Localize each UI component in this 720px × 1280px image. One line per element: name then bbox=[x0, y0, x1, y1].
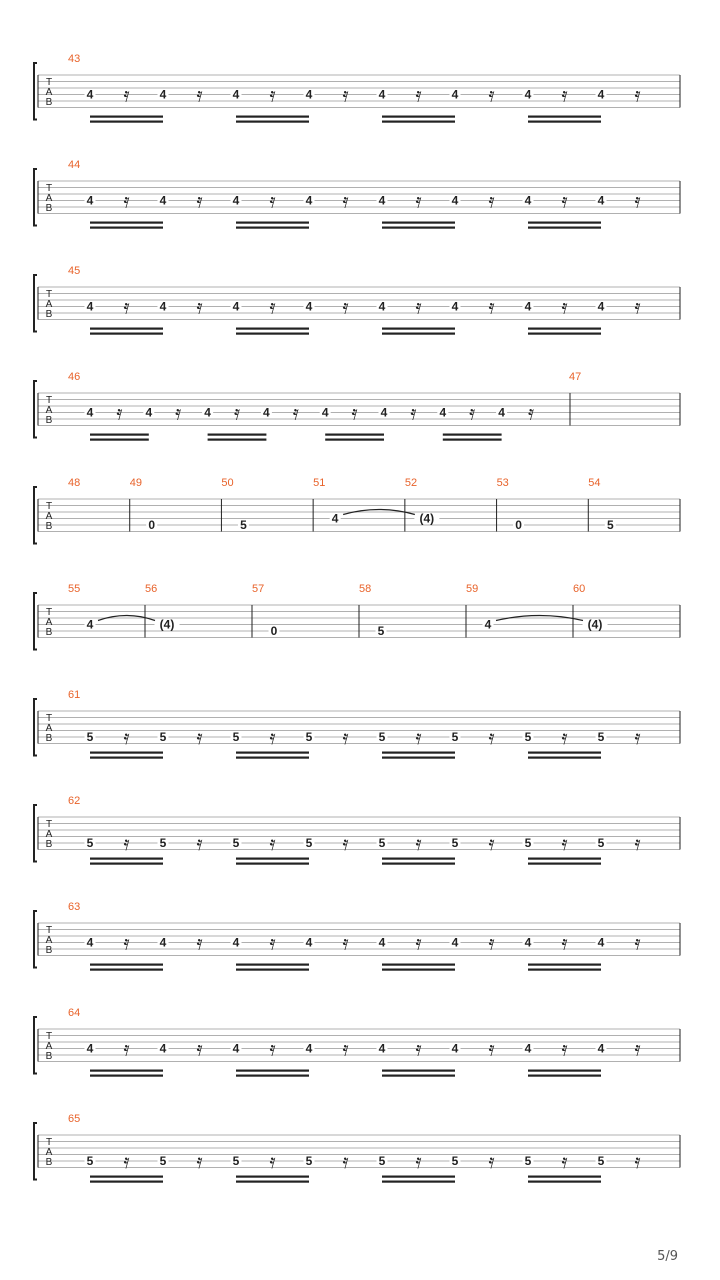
beam bbox=[528, 222, 601, 224]
sixteenth-rest: 𝄿 bbox=[488, 1151, 495, 1173]
fret-number: 5 bbox=[377, 624, 385, 638]
sixteenth-rest: 𝄿 bbox=[196, 190, 203, 213]
sixteenth-rest: 𝄿 bbox=[196, 296, 203, 319]
fret-number: 5 bbox=[159, 730, 167, 744]
beam bbox=[236, 227, 309, 229]
sixteenth-rest: 𝄿 bbox=[342, 727, 349, 749]
fret-number: 4 bbox=[159, 299, 167, 314]
tab-clef-letter: B bbox=[45, 627, 53, 638]
beam bbox=[90, 434, 149, 436]
measure-number: 64 bbox=[68, 1007, 81, 1019]
sixteenth-rest: 𝄿 bbox=[123, 932, 130, 955]
sixteenth-rest: 𝄿 bbox=[415, 84, 422, 107]
tab-clef-letter: B bbox=[45, 945, 53, 956]
sixteenth-rest: 𝄿 bbox=[634, 932, 641, 955]
fret-number: 4 bbox=[597, 1041, 605, 1056]
fret-number: 4 bbox=[232, 193, 240, 208]
beam bbox=[208, 434, 267, 436]
beam bbox=[382, 222, 455, 224]
fret-number: 4 bbox=[484, 617, 492, 632]
measure-number: 55 bbox=[68, 583, 81, 595]
beam bbox=[208, 439, 267, 441]
sixteenth-rest: 𝄿 bbox=[561, 296, 568, 319]
beam bbox=[528, 964, 601, 966]
fret-number: (4) bbox=[587, 617, 603, 632]
beam bbox=[382, 752, 455, 754]
sixteenth-rest: 𝄿 bbox=[269, 84, 276, 107]
fret-number: 5 bbox=[378, 1154, 386, 1168]
sixteenth-rest: 𝄿 bbox=[269, 190, 276, 213]
sixteenth-rest: 𝄿 bbox=[410, 402, 417, 425]
sixteenth-rest: 𝄿 bbox=[561, 1038, 568, 1061]
fret-number: 5 bbox=[378, 730, 386, 744]
fret-number: 4 bbox=[597, 87, 605, 102]
sixteenth-rest: 𝄿 bbox=[488, 1038, 495, 1061]
tab-clef-letter: B bbox=[45, 839, 53, 850]
beam bbox=[90, 1075, 163, 1077]
fret-number: 4 bbox=[305, 1041, 313, 1056]
measure-number: 56 bbox=[145, 583, 158, 595]
measure-number: 52 bbox=[404, 477, 418, 489]
tab-clef-letter: B bbox=[45, 1051, 53, 1062]
tab-clef-letter: B bbox=[45, 521, 53, 532]
beam bbox=[236, 752, 309, 754]
fret-number: 4 bbox=[204, 405, 211, 420]
sixteenth-rest: 𝄿 bbox=[415, 296, 422, 319]
system-bracket bbox=[34, 275, 37, 332]
system-bracket bbox=[34, 1017, 37, 1074]
fret-number: 5 bbox=[597, 1154, 605, 1168]
system-bracket bbox=[34, 699, 37, 756]
sixteenth-rest: 𝄿 bbox=[342, 833, 349, 855]
beam bbox=[90, 858, 163, 860]
fret-number: 4 bbox=[159, 1041, 167, 1056]
sixteenth-rest: 𝄿 bbox=[561, 932, 568, 955]
sixteenth-rest: 𝄿 bbox=[123, 1151, 130, 1173]
sixteenth-rest: 𝄿 bbox=[123, 296, 130, 319]
sixteenth-rest: 𝄿 bbox=[175, 402, 182, 425]
beam bbox=[443, 439, 502, 441]
fret-number: 4 bbox=[524, 87, 532, 102]
tab-clef-letter: T bbox=[45, 1031, 53, 1042]
beam bbox=[90, 964, 163, 966]
tab-clef-letter: T bbox=[45, 183, 53, 194]
beam bbox=[236, 863, 309, 865]
sixteenth-rest: 𝄿 bbox=[488, 190, 495, 213]
beam bbox=[382, 1181, 455, 1183]
sixteenth-rest: 𝄿 bbox=[123, 84, 130, 107]
measure-number: 54 bbox=[588, 477, 601, 489]
sixteenth-rest: 𝄿 bbox=[196, 84, 203, 107]
fret-number: 4 bbox=[305, 87, 313, 102]
beam bbox=[236, 1181, 309, 1183]
beam bbox=[528, 121, 601, 123]
fret-number: 4 bbox=[524, 935, 532, 950]
beam bbox=[528, 858, 601, 860]
sixteenth-rest: 𝄿 bbox=[269, 727, 276, 749]
sixteenth-rest: 𝄿 bbox=[488, 932, 495, 955]
fret-number: 5 bbox=[232, 730, 240, 744]
system-bracket bbox=[34, 381, 37, 438]
beam bbox=[90, 439, 149, 441]
fret-number: 4 bbox=[305, 935, 313, 950]
fret-number: 5 bbox=[597, 836, 605, 850]
tab-clef-letter: T bbox=[45, 925, 53, 936]
beam bbox=[90, 969, 163, 971]
beam bbox=[528, 328, 601, 330]
sixteenth-rest: 𝄿 bbox=[634, 1038, 641, 1061]
fret-number: 5 bbox=[159, 836, 167, 850]
fret-number: 5 bbox=[597, 730, 605, 744]
fret-number: 5 bbox=[232, 1154, 240, 1168]
fret-number: 5 bbox=[159, 1154, 167, 1168]
fret-number: 4 bbox=[86, 935, 94, 950]
fret-number: 4 bbox=[439, 405, 447, 420]
fret-number: 4 bbox=[86, 87, 94, 102]
tab-clef-letter: A bbox=[45, 405, 53, 416]
fret-number: 5 bbox=[232, 836, 240, 850]
fret-number: 4 bbox=[159, 935, 167, 950]
tab-clef-letter: B bbox=[45, 97, 53, 108]
sixteenth-rest: 𝄿 bbox=[123, 1038, 130, 1061]
fret-number: 5 bbox=[240, 518, 247, 532]
beam bbox=[90, 333, 163, 335]
fret-number: 5 bbox=[524, 730, 532, 744]
tab-clef-letter: A bbox=[45, 1147, 53, 1158]
sixteenth-rest: 𝄿 bbox=[269, 1038, 276, 1061]
beam bbox=[90, 752, 163, 754]
fret-number: 5 bbox=[305, 730, 313, 744]
fret-number: 4 bbox=[378, 87, 386, 102]
sixteenth-rest: 𝄿 bbox=[415, 833, 422, 855]
fret-number: 4 bbox=[232, 935, 240, 950]
sixteenth-rest: 𝄿 bbox=[488, 833, 495, 855]
sixteenth-rest: 𝄿 bbox=[561, 84, 568, 107]
fret-number: 4 bbox=[305, 193, 313, 208]
beam bbox=[528, 1070, 601, 1072]
beam bbox=[382, 227, 455, 229]
beam bbox=[382, 964, 455, 966]
fret-number: 4 bbox=[86, 193, 94, 208]
fret-number: 4 bbox=[232, 1041, 240, 1056]
beam bbox=[382, 757, 455, 759]
sixteenth-rest: 𝄿 bbox=[342, 296, 349, 319]
beam bbox=[382, 1070, 455, 1072]
fret-number: 4 bbox=[380, 405, 388, 420]
fret-number: 5 bbox=[451, 836, 459, 850]
beam bbox=[528, 863, 601, 865]
measure-number: 49 bbox=[129, 477, 142, 489]
sixteenth-rest: 𝄿 bbox=[469, 402, 476, 425]
fret-number: 5 bbox=[606, 518, 614, 532]
tab-clef-letter: A bbox=[45, 87, 53, 98]
fret-number: 4 bbox=[86, 617, 94, 632]
tab-clef-letter: B bbox=[45, 309, 53, 320]
sixteenth-rest: 𝄿 bbox=[415, 190, 422, 213]
fret-number: 4 bbox=[305, 299, 313, 314]
fret-number: 0 bbox=[270, 624, 278, 638]
tab-clef-letter: T bbox=[45, 713, 53, 724]
tab-clef-letter: A bbox=[45, 511, 53, 522]
measure-number: 48 bbox=[68, 477, 81, 489]
fret-number: 4 bbox=[86, 405, 94, 420]
beam bbox=[528, 227, 601, 229]
tab-clef-letter: T bbox=[45, 819, 53, 830]
fret-number: (4) bbox=[159, 617, 175, 632]
beam bbox=[90, 1070, 163, 1072]
sixteenth-rest: 𝄿 bbox=[561, 727, 568, 749]
beam bbox=[382, 1176, 455, 1178]
tab-clef-letter: A bbox=[45, 829, 53, 840]
fret-number: 4 bbox=[232, 299, 240, 314]
beam bbox=[90, 116, 163, 118]
beam bbox=[236, 222, 309, 224]
sixteenth-rest: 𝄿 bbox=[561, 833, 568, 855]
tab-clef-letter: B bbox=[45, 203, 53, 214]
beam bbox=[325, 434, 384, 436]
fret-number: 4 bbox=[378, 1041, 386, 1056]
fret-number: 5 bbox=[524, 836, 532, 850]
tab-clef-letter: B bbox=[45, 1157, 53, 1168]
tab-clef-letter: T bbox=[45, 1137, 53, 1148]
measure-number: 65 bbox=[68, 1113, 81, 1125]
sixteenth-rest: 𝄿 bbox=[415, 727, 422, 749]
system-bracket bbox=[34, 911, 37, 968]
system-bracket bbox=[34, 63, 37, 120]
fret-number: 4 bbox=[159, 87, 167, 102]
fret-number: 4 bbox=[498, 405, 505, 420]
fret-number: 0 bbox=[148, 518, 156, 532]
sixteenth-rest: 𝄿 bbox=[342, 932, 349, 955]
sixteenth-rest: 𝄿 bbox=[269, 1151, 276, 1173]
fret-number: 5 bbox=[86, 730, 94, 744]
beam bbox=[382, 863, 455, 865]
tab-clef-letter: T bbox=[45, 607, 53, 618]
fret-number: 4 bbox=[451, 193, 459, 208]
fret-number: 5 bbox=[378, 836, 386, 850]
beam bbox=[528, 333, 601, 335]
fret-number: 4 bbox=[331, 511, 339, 526]
tab-clef-letter: A bbox=[45, 299, 53, 310]
sixteenth-rest: 𝄿 bbox=[196, 932, 203, 955]
sixteenth-rest: 𝄿 bbox=[634, 296, 641, 319]
tab-clef-letter: B bbox=[45, 733, 53, 744]
beam bbox=[382, 116, 455, 118]
beam bbox=[236, 116, 309, 118]
sixteenth-rest: 𝄿 bbox=[527, 402, 535, 425]
measure-number: 61 bbox=[68, 689, 81, 701]
sixteenth-rest: 𝄿 bbox=[123, 727, 130, 749]
beam bbox=[236, 969, 309, 971]
fret-number: 4 bbox=[451, 299, 459, 314]
tab-clef-letter: A bbox=[45, 1041, 53, 1052]
beam bbox=[90, 121, 163, 123]
sixteenth-rest: 𝄿 bbox=[342, 1151, 349, 1173]
beam bbox=[90, 1176, 163, 1178]
fret-number: 5 bbox=[524, 1154, 532, 1168]
measure-number: 62 bbox=[68, 795, 81, 807]
measure-number: 63 bbox=[68, 901, 81, 913]
page-number: 5/9 bbox=[657, 1249, 678, 1264]
fret-number: 4 bbox=[159, 193, 167, 208]
sixteenth-rest: 𝄿 bbox=[196, 833, 203, 855]
measure-number: 43 bbox=[68, 53, 81, 65]
beam bbox=[236, 858, 309, 860]
beam bbox=[236, 964, 309, 966]
beam bbox=[528, 1181, 601, 1183]
beam bbox=[236, 757, 309, 759]
beam bbox=[443, 434, 502, 436]
sixteenth-rest: 𝄿 bbox=[351, 402, 358, 425]
beam bbox=[90, 227, 163, 229]
beam bbox=[236, 1176, 309, 1178]
measure-number: 59 bbox=[466, 583, 479, 595]
fret-number: 4 bbox=[451, 935, 459, 950]
fret-number: 5 bbox=[305, 836, 313, 850]
fret-number: 4 bbox=[86, 299, 94, 314]
fret-number: 4 bbox=[86, 1041, 94, 1056]
beam bbox=[382, 969, 455, 971]
system-bracket bbox=[34, 169, 37, 226]
beam bbox=[325, 439, 384, 441]
sixteenth-rest: 𝄿 bbox=[123, 833, 130, 855]
sixteenth-rest: 𝄿 bbox=[634, 190, 641, 213]
fret-number: 4 bbox=[597, 299, 605, 314]
fret-number: 4 bbox=[145, 405, 153, 420]
beam bbox=[528, 116, 601, 118]
beam bbox=[382, 1075, 455, 1077]
fret-number: 4 bbox=[597, 935, 605, 950]
fret-number: 5 bbox=[451, 730, 459, 744]
fret-number: 4 bbox=[524, 299, 532, 314]
beam bbox=[528, 1075, 601, 1077]
beam bbox=[236, 121, 309, 123]
sixteenth-rest: 𝄿 bbox=[233, 402, 241, 425]
beam bbox=[90, 1181, 163, 1183]
tab-clef-letter: T bbox=[45, 77, 53, 88]
sixteenth-rest: 𝄿 bbox=[269, 932, 276, 955]
fret-number: 0 bbox=[515, 518, 522, 532]
fret-number: 5 bbox=[86, 1154, 94, 1168]
sixteenth-rest: 𝄿 bbox=[342, 84, 349, 107]
fret-number: 4 bbox=[597, 193, 605, 208]
system-bracket bbox=[34, 487, 37, 544]
tab-clef-letter: B bbox=[45, 415, 53, 426]
beam bbox=[528, 969, 601, 971]
measure-number: 44 bbox=[68, 159, 81, 171]
beam bbox=[90, 328, 163, 330]
sixteenth-rest: 𝄿 bbox=[123, 190, 130, 213]
fret-number: 4 bbox=[524, 193, 532, 208]
sixteenth-rest: 𝄿 bbox=[116, 402, 123, 425]
tab-clef-letter: T bbox=[45, 289, 53, 300]
measure-number: 47 bbox=[569, 371, 582, 383]
sixteenth-rest: 𝄿 bbox=[488, 727, 495, 749]
beam bbox=[236, 1070, 309, 1072]
fret-number: 4 bbox=[378, 299, 386, 314]
sixteenth-rest: 𝄿 bbox=[196, 727, 203, 749]
fret-number: 4 bbox=[451, 1041, 459, 1056]
fret-number: 5 bbox=[451, 1154, 459, 1168]
beam bbox=[90, 863, 163, 865]
sixteenth-rest: 𝄿 bbox=[415, 1151, 422, 1173]
beam bbox=[90, 757, 163, 759]
sixteenth-rest: 𝄿 bbox=[342, 1038, 349, 1061]
tab-clef-letter: A bbox=[45, 193, 53, 204]
beam bbox=[528, 1176, 601, 1178]
fret-number: 4 bbox=[378, 193, 386, 208]
sixteenth-rest: 𝄿 bbox=[196, 1038, 203, 1061]
fret-number: 5 bbox=[86, 836, 94, 850]
tab-clef-letter: T bbox=[45, 395, 53, 406]
sixteenth-rest: 𝄿 bbox=[269, 833, 276, 855]
sixteenth-rest: 𝄿 bbox=[634, 833, 641, 855]
beam bbox=[236, 1075, 309, 1077]
sixteenth-rest: 𝄿 bbox=[196, 1151, 203, 1173]
sixteenth-rest: 𝄿 bbox=[488, 84, 495, 107]
measure-number: 45 bbox=[68, 265, 81, 277]
beam bbox=[382, 858, 455, 860]
measure-number: 57 bbox=[252, 583, 265, 595]
beam bbox=[528, 757, 601, 759]
fret-number: (4) bbox=[419, 511, 435, 526]
sixteenth-rest: 𝄿 bbox=[634, 727, 641, 749]
measure-number: 53 bbox=[496, 477, 509, 489]
fret-number: 4 bbox=[451, 87, 459, 102]
beam bbox=[236, 328, 309, 330]
fret-number: 5 bbox=[305, 1154, 313, 1168]
sixteenth-rest: 𝄿 bbox=[342, 190, 349, 213]
fret-number: 4 bbox=[321, 405, 329, 420]
sixteenth-rest: 𝄿 bbox=[292, 402, 299, 425]
beam bbox=[382, 328, 455, 330]
sixteenth-rest: 𝄿 bbox=[488, 296, 495, 319]
tab-clef-letter: T bbox=[45, 501, 53, 512]
sixteenth-rest: 𝄿 bbox=[561, 1151, 568, 1173]
beam bbox=[90, 222, 163, 224]
measure-number: 51 bbox=[313, 477, 326, 489]
sixteenth-rest: 𝄿 bbox=[561, 190, 568, 213]
sixteenth-rest: 𝄿 bbox=[634, 84, 641, 107]
fret-number: 4 bbox=[232, 87, 240, 102]
measure-number: 60 bbox=[573, 583, 586, 595]
beam bbox=[382, 333, 455, 335]
beam bbox=[382, 121, 455, 123]
tab-clef-letter: A bbox=[45, 723, 53, 734]
beam bbox=[528, 752, 601, 754]
system-bracket bbox=[34, 593, 37, 650]
fret-number: 4 bbox=[524, 1041, 532, 1056]
measure-number: 46 bbox=[68, 371, 81, 383]
fret-number: 4 bbox=[378, 935, 386, 950]
tab-clef-letter: A bbox=[45, 617, 53, 628]
sixteenth-rest: 𝄿 bbox=[269, 296, 276, 319]
system-bracket bbox=[34, 805, 37, 862]
sixteenth-rest: 𝄿 bbox=[415, 932, 422, 955]
tab-clef-letter: A bbox=[45, 935, 53, 946]
beam bbox=[236, 333, 309, 335]
measure-number: 50 bbox=[221, 477, 234, 489]
sixteenth-rest: 𝄿 bbox=[415, 1038, 422, 1061]
system-bracket bbox=[34, 1123, 37, 1180]
measure-number: 58 bbox=[359, 583, 372, 595]
sixteenth-rest: 𝄿 bbox=[634, 1151, 641, 1173]
fret-number: 4 bbox=[263, 405, 270, 420]
